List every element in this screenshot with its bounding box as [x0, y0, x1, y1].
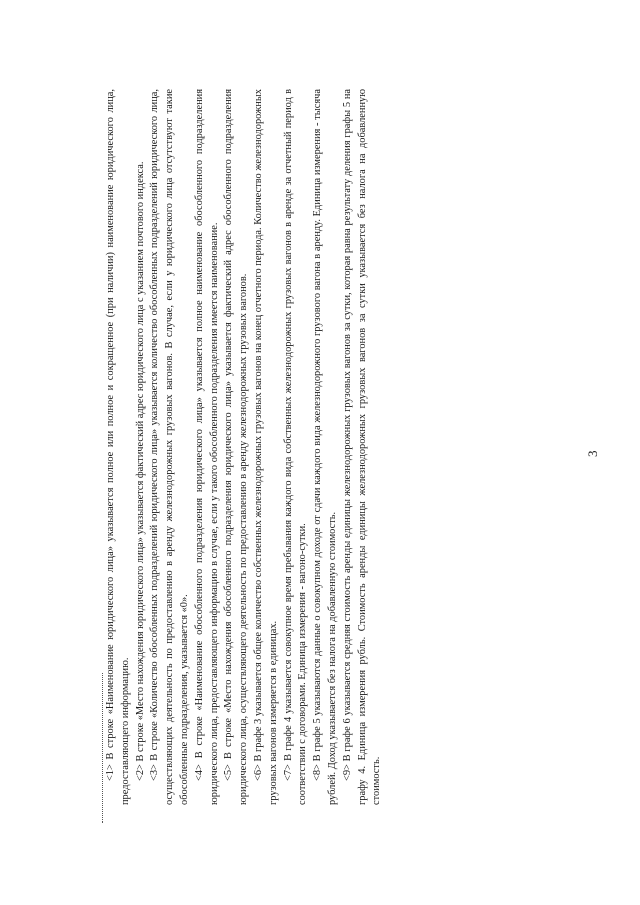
footnote-9: <9> В графе 6 указывается средняя стоимость аренды единицы железнодорожных грузовых вагонов за сутки, которая равна результату деления графы 5 на графу 4. Единица измерения рубль. Стоимость аренды единицы железнодорожных грузовых вагонов за сутки указывается без налога на добавленную стоимость.	[341, 89, 383, 805]
footnote-separator	[102, 673, 103, 823]
page-number: 3	[585, 450, 600, 457]
footnotes-block	[104, 89, 385, 805]
footnote-8: <8> В графе 5 указываются данные о совокупном доходе от сдачи каждого вида железнодорожного грузового вагона в аренду. Единица измерения - тысяча рублей. Доход указывается без налога на добавленную стоимость.	[312, 89, 338, 805]
footnote-7: <7> В графе 4 указывается совокупное время пребывания каждого вида собственных железнодорожных грузовых вагонов в аренде за отчетный период в соответствии с договорами. Единица измерения - вагоно-сутки.	[282, 89, 309, 805]
footnote-2: <2> В строке «Место нахождения юридического лица» указывается фактический адрес юридического лица с указанием почтового индекса.	[134, 161, 146, 781]
footnote-3: <3> В строке «Количество обособленных подразделений юридического лица» указывается количество обособленных подразделений юридического лица, осуществляющих деятельность по предоставлению в аренду железнодорожных грузовых вагонов. В случае, если у юридического лица отсутствуют такие обособленные подразделения, указывается «0».	[149, 89, 190, 805]
footnote-4: <4> В строке «Наименование обособленного подразделения юридического лица» указывается полное наименование обособленного подразделения юридического лица, предоставляющего информацию в случае, если у такого обособленного подразделения имеется наименование.	[193, 89, 220, 805]
footnote-1: <1> В строке «Наименование юридического лица» указывается полное или полное и сокращенное (при наличии) наименование юридического лица, предоставляющего информацию.	[105, 89, 131, 805]
footnote-6: <6> В графе 3 указывается общее количество собственных железнодорожных грузовых вагонов на конец отчетного периода. Количество железнодорожных грузовых вагонов измеряется в единицах.	[252, 89, 279, 805]
footnote-5: <5> В строке «Место нахождения обособленного подразделения юридического лица» указывается фактический адрес обособленного подразделения юридического лица, осуществляющего деятельность по предоставлению в аренду железнодорожных грузовых вагонов.	[223, 89, 250, 805]
